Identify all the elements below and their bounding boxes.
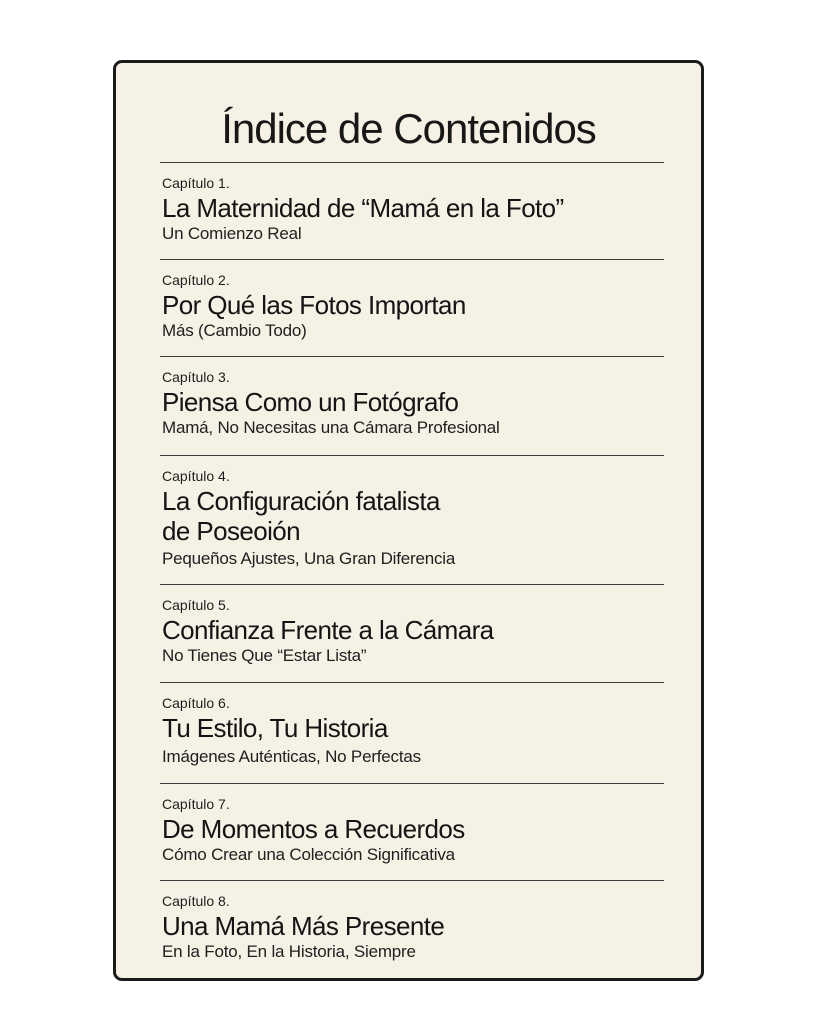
chapter-number: Capítulo 8. — [162, 893, 230, 909]
chapter-number: Capítulo 2. — [162, 272, 230, 288]
chapter-number: Capítulo 5. — [162, 597, 230, 613]
chapter-title: La Maternidad de “Mamá en la Foto” — [162, 193, 564, 223]
chapter-subtitle: Pequeños Ajustes, Una Gran Diferencia — [162, 549, 456, 568]
chapter-number: Capítulo 6. — [162, 695, 230, 711]
chapter-entry-1 — [160, 162, 664, 259]
chapter-entry-7 — [160, 783, 664, 880]
chapter-subtitle: Más (Cambio Todo) — [162, 321, 307, 340]
chapter-subtitle: En la Foto, En la Historia, Siempre — [162, 942, 416, 961]
chapter-title: De Momentos a Recuerdos — [162, 814, 465, 844]
chapter-title: Por Qué las Fotos Importan — [162, 290, 466, 320]
chapter-title: Una Mamá Más Presente — [162, 911, 445, 941]
chapter-subtitle: Mamá, No Necesitas una Cámara Profesional — [162, 418, 500, 437]
chapter-subtitle: Imágenes Auténticas, No Perfectas — [162, 747, 421, 766]
chapter-title: Piensa Como un Fotógrafo — [162, 387, 459, 417]
chapter-entry-5 — [160, 584, 664, 682]
chapter-entry-8 — [160, 880, 664, 970]
chapter-number: Capítulo 4. — [162, 468, 230, 484]
chapter-entry-2 — [160, 259, 664, 356]
chapter-title: Tu Estilo, Tu Historia — [162, 713, 388, 743]
chapter-subtitle: Un Comienzo Real — [162, 224, 302, 243]
table-of-contents — [160, 162, 664, 970]
toc-card — [113, 60, 704, 981]
chapter-entry-6 — [160, 682, 664, 783]
chapter-title: Confianza Frente a la Cámara — [162, 615, 494, 645]
chapter-subtitle: No Tienes Que “Estar Lista” — [162, 646, 367, 665]
chapter-entry-4 — [160, 455, 664, 584]
chapter-subtitle: Cómo Crear una Colección Significativa — [162, 845, 455, 864]
chapter-number: Capítulo 1. — [162, 175, 230, 191]
chapter-number: Capítulo 7. — [162, 796, 230, 812]
page-title: Índice de Contenidos — [221, 105, 596, 152]
chapter-entry-3 — [160, 356, 664, 455]
chapter-title-line-2: de Poseoión — [162, 516, 300, 546]
chapter-title-line-1: La Configuración fatalista — [162, 486, 440, 516]
chapter-number: Capítulo 3. — [162, 369, 230, 385]
